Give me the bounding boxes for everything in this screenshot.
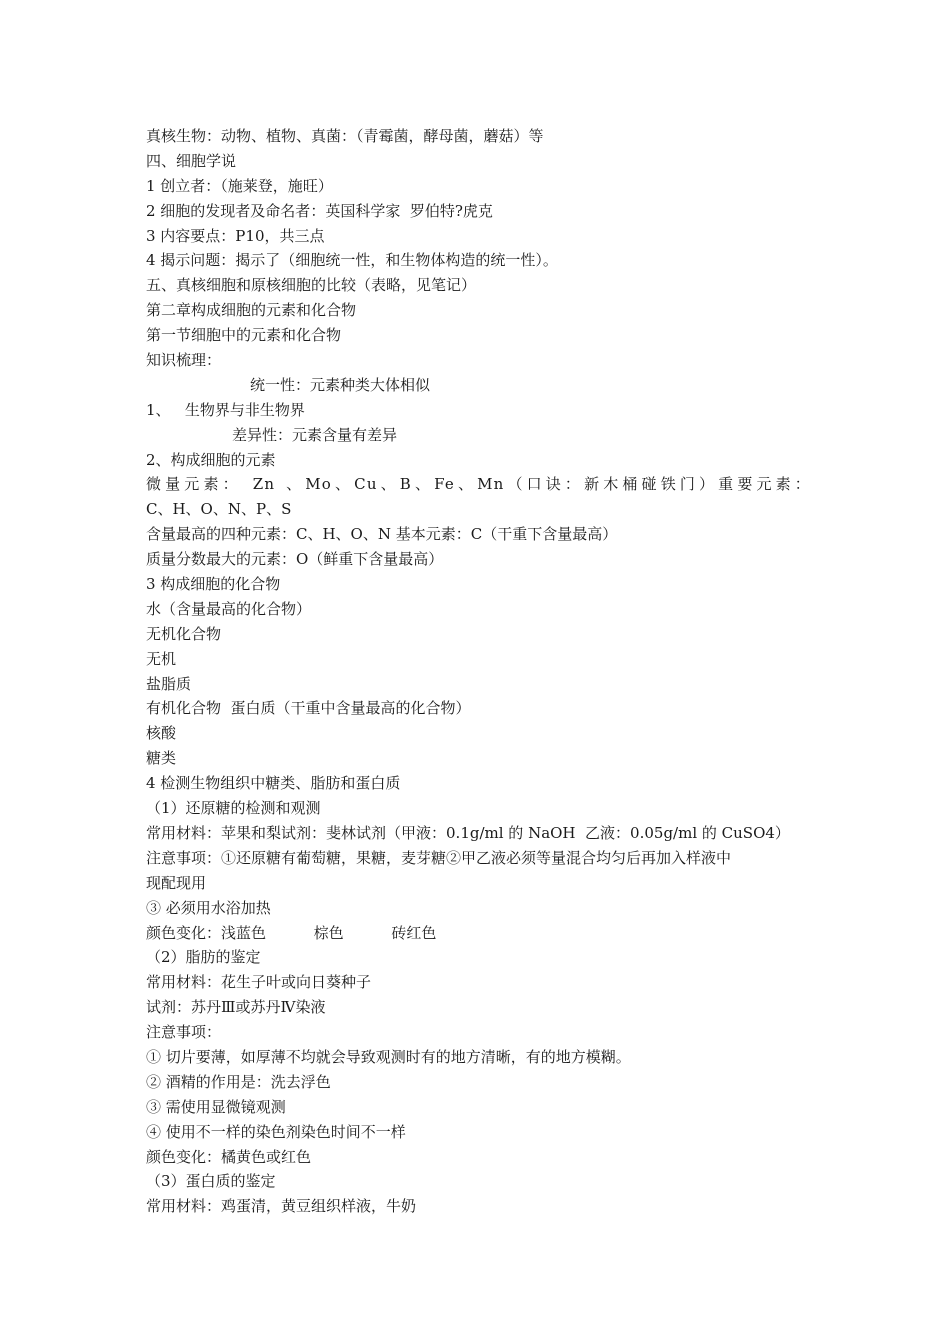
text-line: 注意事项： [146,1023,222,1042]
text-line: （2）脂肪的鉴定 [146,948,261,967]
text-line: 常用材料：鸡蛋清，黄豆组织样液，牛奶 [146,1197,417,1216]
text-line: C、H、O、N、P、S [146,500,292,519]
text-line: 微量元素： Zn 、Mo、Cu、B、Fe、Mn（口诀：新木桶碰铁门）重要元素： [146,475,811,494]
text-line: 3 构成细胞的化合物 [146,575,281,594]
text-line: 常用材料：苹果和梨试剂：斐林试剂（甲液：0.1g/ml 的 NaOH 乙液：0.05g/ml 的 CuSO4） [146,823,790,842]
text-line: 真核生物：动物、植物、真菌：（青霉菌，酵母菌，蘑菇）等 [146,127,544,145]
text-line: 质量分数最大的元素：O（鲜重下含量最高） [146,550,444,569]
text-line: 水（含量最高的化合物） [146,599,312,618]
document-body [146,124,811,1219]
section-heading: 五、真核细胞和原核细胞的比较（表略，见笔记） [146,276,477,295]
text-line: 盐脂质 [146,674,192,693]
text-line: 4 揭示问题：揭示了（细胞统一性，和生物体构造的统一性）。 [146,251,558,270]
text-line: （3）蛋白质的鉴定 [146,1172,276,1191]
subsection-heading: 第一节细胞中的元素和化合物 [146,326,342,345]
text-line: 现配现用 [146,873,207,892]
text-line: 4 检测生物组织中糖类、脂肪和蛋白质 [146,774,401,793]
text-line: ① 切片要薄，如厚薄不均就会导致观测时有的地方清晰，有的地方模糊。 [146,1047,631,1066]
text-line: 无机化合物 [146,624,222,643]
text-line: 2、构成细胞的元素 [146,450,276,469]
text-line: 常用材料：花生子叶或向日葵种子 [146,973,372,992]
text-line: 1、 生物界与非生物界 [146,400,305,419]
text-line: ③ 需使用显微镜观测 [146,1097,286,1116]
text-line: 3 内容要点：P10，共三点 [146,226,325,245]
text-line: 差异性：元素含量有差异 [232,425,398,444]
text-line: （1）还原糖的检测和观测 [146,799,321,818]
text-line: 2 细胞的发现者及命名者：英国科学家 罗伯特?虎克 [146,201,493,220]
text-line: 试剂：苏丹Ⅲ或苏丹Ⅳ染液 [146,998,326,1017]
text-line: 无机 [146,649,177,668]
text-line: 有机化合物 蛋白质（干重中含量最高的化合物） [146,699,471,718]
text-line: 颜色变化：浅蓝色 棕色 砖红色 [146,923,437,942]
text-line: ④ 使用不一样的染色剂染色时间不一样 [146,1122,406,1141]
text-line: 核酸 [146,724,177,743]
chapter-heading: 第二章构成细胞的元素和化合物 [146,301,357,320]
text-line: 注意事项：①还原糖有葡萄糖，果糖，麦芽糖②甲乙液必须等量混合均匀后再加入样液中 [146,848,732,867]
text-line: 含量最高的四种元素：C、H、O、N 基本元素：C（干重下含量最高） [146,525,618,544]
text-line: ② 酒精的作用是：洗去浮色 [146,1072,331,1091]
text-line: ③ 必须用水浴加热 [146,898,271,917]
text-line: 统一性：元素种类大体相似 [250,375,431,394]
text-line: 知识梳理： [146,351,222,370]
section-heading: 四、细胞学说 [146,151,237,170]
text-line: 颜色变化：橘黄色或红色 [146,1147,312,1166]
text-line: 1 创立者：（施莱登，施旺） [146,176,333,195]
text-line: 糖类 [146,749,177,768]
